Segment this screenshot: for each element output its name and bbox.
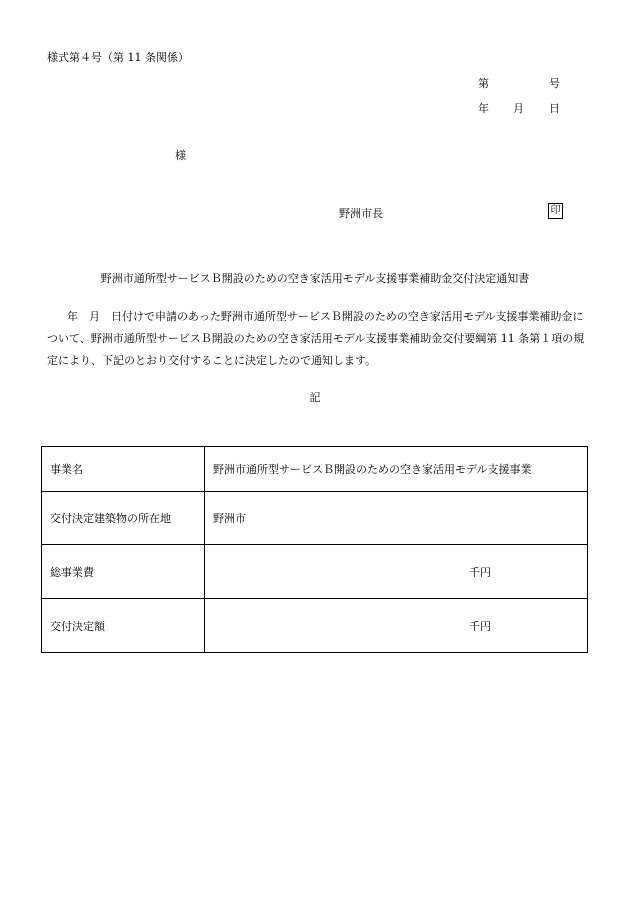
row-value: 千円 — [205, 545, 588, 599]
row-label: 交付決定額 — [42, 599, 205, 653]
body-paragraph: 年 月 日付けで申請のあった野洲市通所型サービスＢ開設のための空き家活用モデル支援事業補助金について、野洲市通所型サービスＢ開設のための空き家活用モデル支援事業補助金交付要綱第 11 条第１項の規定により、下記のとおり交付することに決定したので通知します。 — [47, 310, 585, 367]
ki-heading: 記 — [309, 391, 321, 404]
sender-title: 野洲市長 — [339, 207, 383, 220]
form-number: 様式第４号（第 11 条関係） — [47, 51, 189, 64]
table-row — [42, 599, 588, 653]
row-value: 野洲市 — [205, 492, 588, 545]
table-row — [42, 545, 588, 599]
row-label: 総事業費 — [42, 545, 205, 599]
row-label: 交付決定建築物の所在地 — [42, 492, 205, 545]
details-table — [41, 446, 588, 653]
reference-number-label: 第 — [478, 77, 489, 90]
row-value: 千円 — [205, 599, 588, 653]
row-label: 事業名 — [42, 447, 205, 492]
date-year-label: 年 — [478, 102, 489, 115]
row-value: 野洲市通所型サービスＢ開設のための空き家活用モデル支援事業 — [205, 447, 588, 492]
seal-stamp: 印 — [548, 203, 563, 219]
addressee-honorific: 様 — [175, 149, 186, 162]
date-day-label: 日 — [549, 102, 560, 115]
table-row — [42, 447, 588, 492]
reference-number-suffix: 号 — [549, 77, 560, 90]
date-month-label: 月 — [513, 102, 524, 115]
table-row — [42, 492, 588, 545]
document-title: 野洲市通所型サービスＢ開設のための空き家活用モデル支援事業補助金交付決定通知書 — [100, 272, 530, 285]
